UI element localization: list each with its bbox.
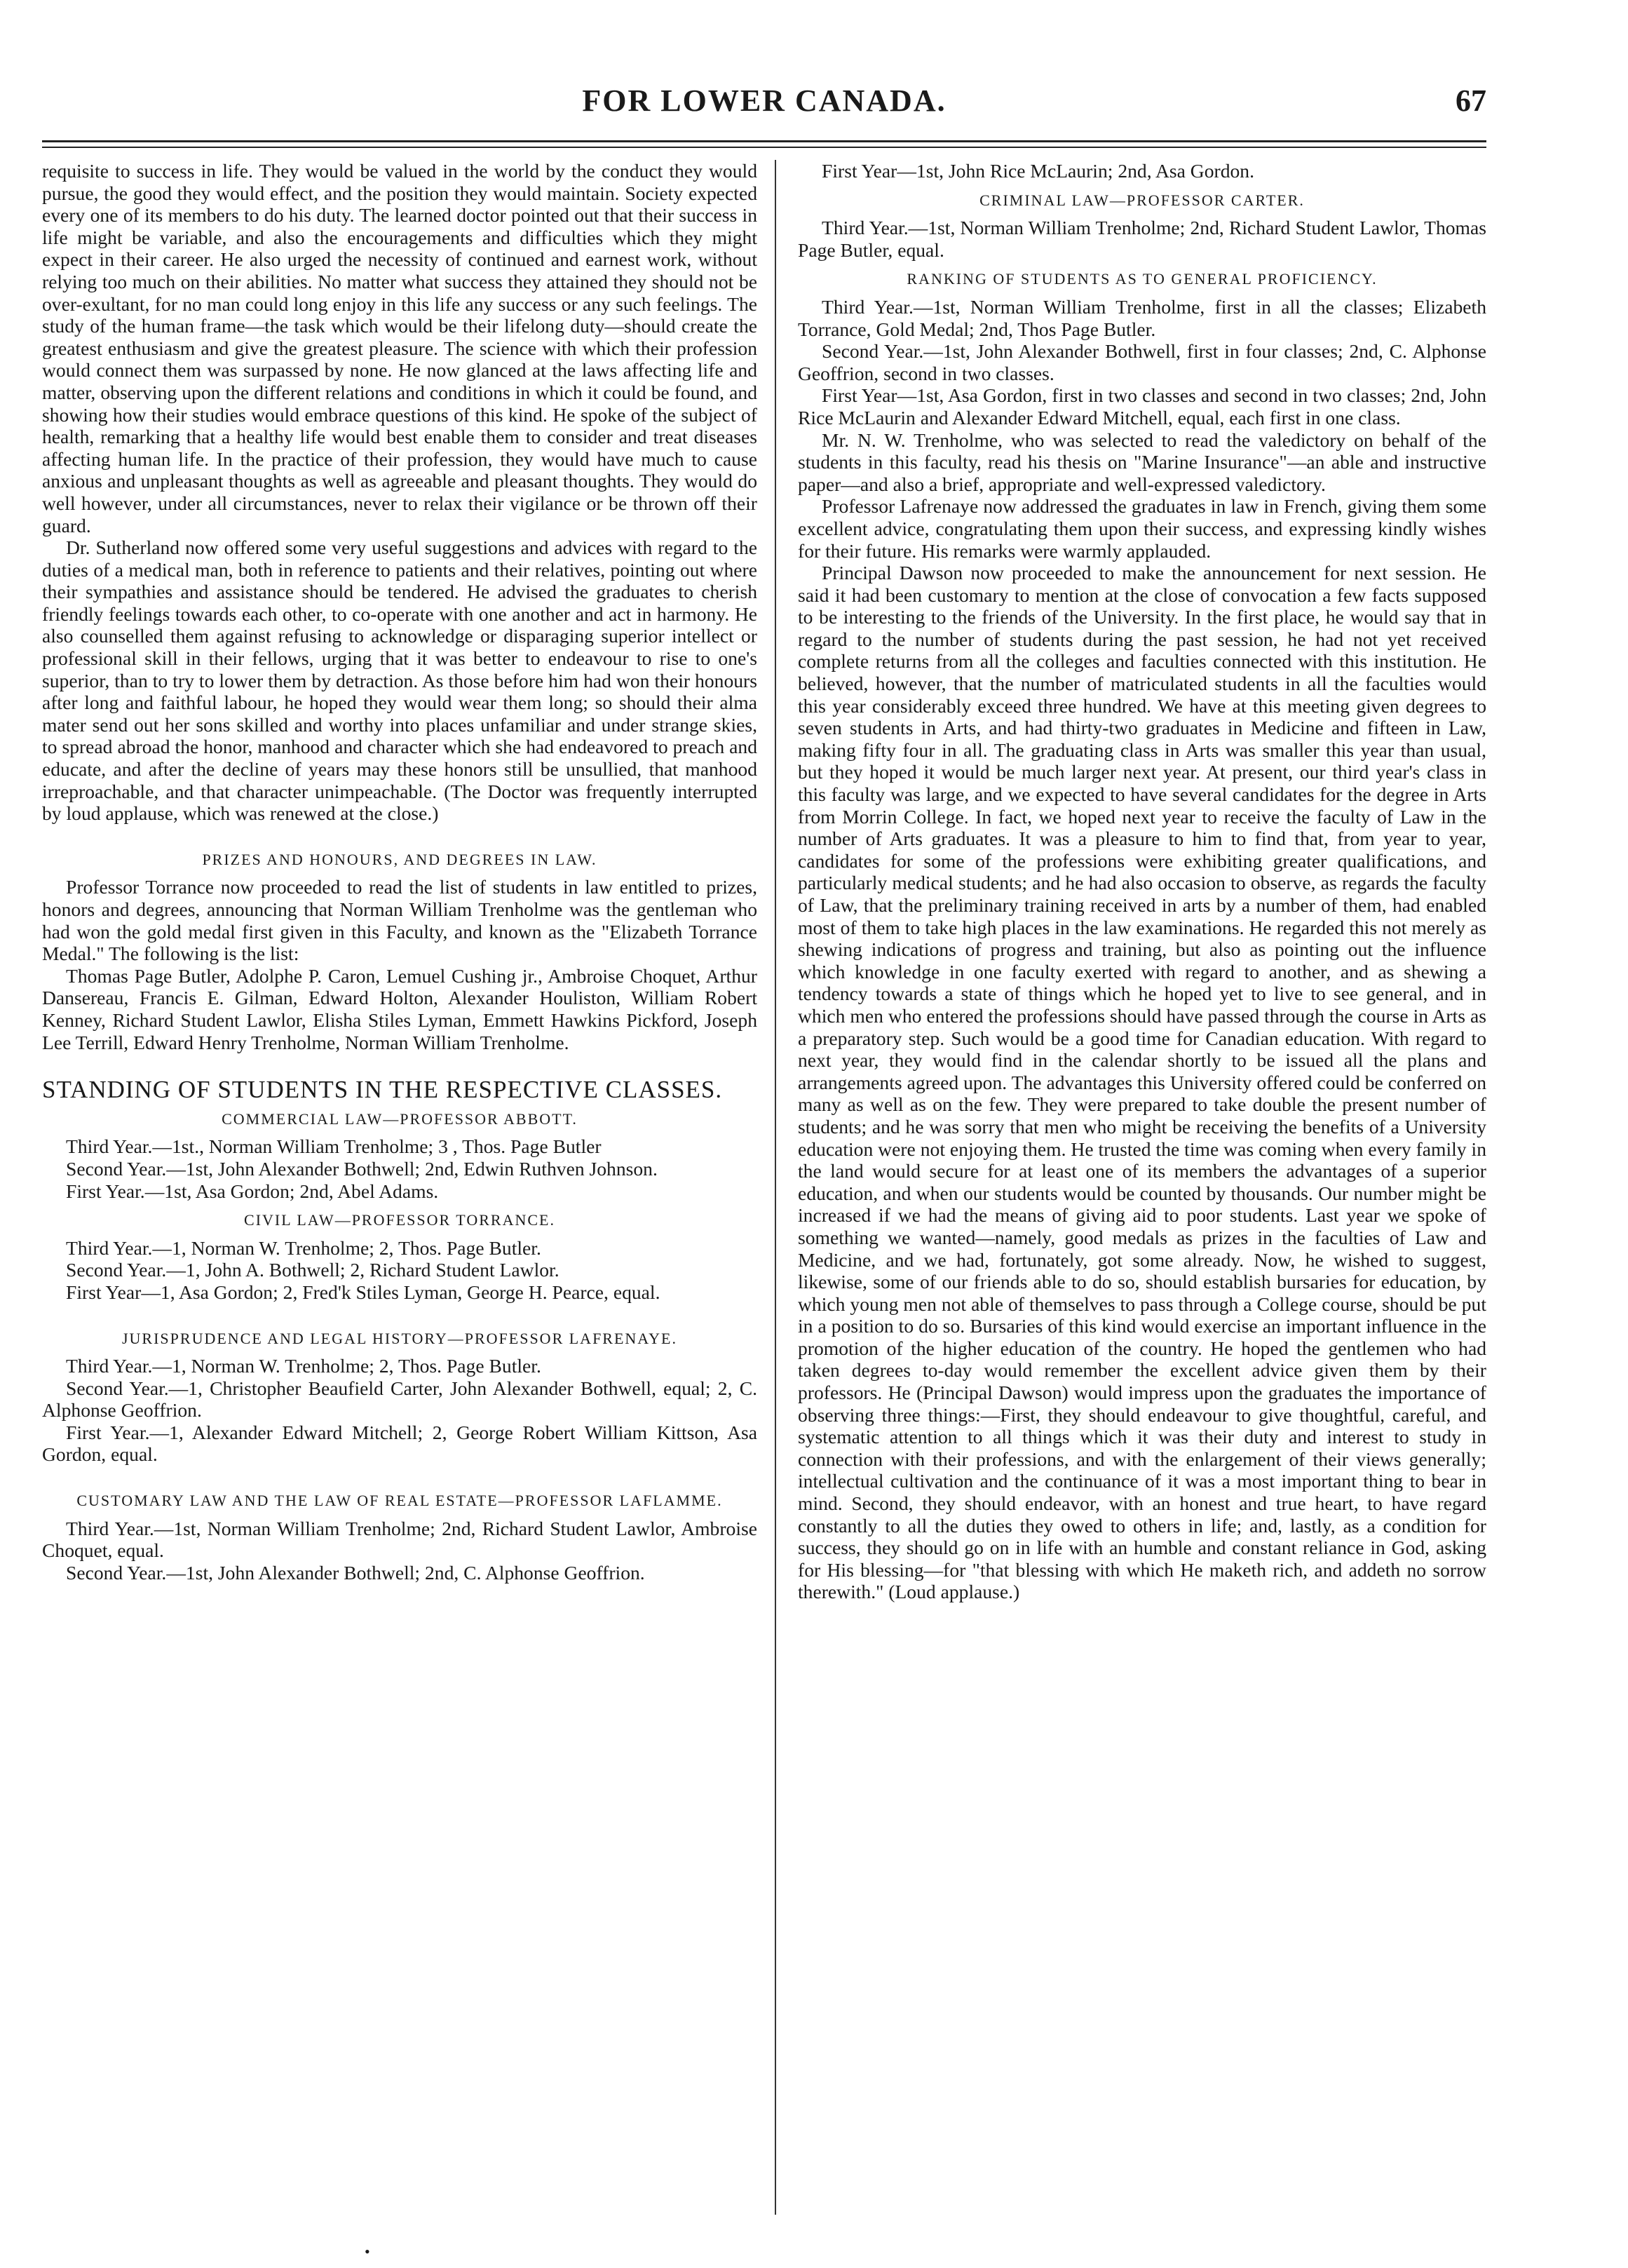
list-item: Second Year.—1st, John Alexander Bothwell; 2nd, Edwin Ruthven Johnson. xyxy=(66,1157,658,1180)
list-item: First Year.—1st, Asa Gordon; 2nd, Abel Adams. xyxy=(66,1180,439,1202)
list-item: First Year.—1, Alexander Edward Mitchell; 2, George Robert William Kittson, Asa Gordon, equal. xyxy=(42,1421,757,1466)
paragraph: Professor Torrance now proceeded to read the list of students in law entitled to prizes, honors and degrees, announcing that Norman William Trenholme was the gentleman who had won the gold medal first given in this Faculty, and known as the "Elizabeth Torrance Medal." The following is the list: xyxy=(42,876,757,965)
list-item: First Year—1, Asa Gordon; 2, Fred'k Stiles Lyman, George H. Pearce, equal. xyxy=(66,1281,660,1303)
subsection-heading: CRIMINAL LAW—PROFESSOR CARTER. xyxy=(979,191,1305,209)
paragraph: Professor Lafrenaye now addressed the graduates in law in French, giving them some excellent advice, congratulating them upon their success, and expressing kindly wishes for their future. His remarks were warmly applauded. xyxy=(798,495,1486,562)
subsection-heading: CIVIL LAW—PROFESSOR TORRANCE. xyxy=(244,1211,555,1229)
paragraph: Mr. N. W. Trenholme, who was selected to read the valedictory on behalf of the students in this faculty, read his thesis on "Marine Insurance"—an able and instructive paper—and also a brief, appropriate and well-expressed valedictory. xyxy=(798,428,1486,495)
list-item: Second Year.—1st, John Alexander Bothwell; 2nd, C. Alphonse Geoffrion. xyxy=(66,1561,645,1584)
list-item: Second Year.—1st, John Alexander Bothwell, first in four classes; 2nd, C. Alphonse Geoffrion, second in two classes. xyxy=(798,340,1486,384)
subsection-heading: JURISPRUDENCE AND LEGAL HISTORY—PROFESSOR LAFRENAYE. xyxy=(121,1329,677,1347)
running-title: FOR LOWER CANADA. xyxy=(582,83,947,118)
list-item: Third Year.—1, Norman W. Trenholme; 2, Thos. Page Butler. xyxy=(66,1355,541,1377)
paragraph: Dr. Sutherland now offered some very useful suggestions and advices with regard to the duties of a medical man, both in reference to patients and their relatives, pointing out where their sympathies and assistance should be tendered. He advised the graduates to cherish friendly feelings towards each other, to co-operate with one another and act in harmony. He also counselled them against refusing to acknowledge or disparaging superior intellect or professional skill in their fellows, urging that it was better to endeavour to rise to one's superior, than to try to lower them by detraction. As those before him had won their honours after long and faithful labour, he hoped they would wear them long; so should their alma mater send out her sons skilled and worthy into places unfamiliar and under strange skies, to spread abroad the honor, manhood and character which she had endeavored to preach and educate, and after the decline of years may these honors still be unsullied, that manhood irreproachable, and that character unimpeachable. (The Doctor was frequently interrupted by loud applause, which was renewed at the close.) xyxy=(42,536,757,825)
paragraph: Principal Dawson now proceeded to make the announcement for next session. He said it had been customary to mention at the close of convocation a few facts supposed to be interesting to the friends of the University. In the first place, he would say that in regard to the number of students during the past session, he had not yet received complete returns from all the colleges and faculties connected with this institution. He believed, however, that the number of matriculated students in all the faculties would this year considerably exceed three hundred. We have at this meeting given degrees to seven students in Arts, and had thirty-two graduates in Medicine and fifteen in Law, making fifty four in all. The graduating class in Arts was smaller this year than usual, but they hoped it would be much larger next year. At present, our third year's class in this faculty was large, and we expected to have several candidates for the degree in Arts from Morrin College. In fact, we hoped next year to receive the faculty of Law in the number of Arts graduates. It was a pleasure to him to find that, from year to year, candidates for some of the professions were exhibiting greater qualifications, and particularly medical students; and he had also occasion to observe, as regards the faculty of Law, that the preliminary training received in arts by a number of them, had enabled most of them to take high places in the law examinations. He regarded this not merely as shewing indications of progress and training, but also as pointing out the influence which knowledge in one faculty exerted with regard to another, and as shewing a tendency towards a state of things which he hoped yet to live to see general, and in which men who entered the professions should have passed through the course in Arts as a preparatory step. Such would be a good time for Canadian education. With regard to next year, they would find in the calendar shortly to be issued all the plans and arrangements agreed upon. The advantages this University offered could be conferred on many as well as on the few. They were prepared to take double the present number of students; and he was sorry that men who might be receiving the benefits of a University education were not enjoying them. He trusted the time was coming when every family in the land would secure for at least one of its members the advantages of a superior education, and when our students would be counted by thousands. Our number might be increased if we had the means of giving aid to poor students. Last year we spoke of something we wanted—namely, good medals as prizes in the faculties of Law and Medicine, and we had, fortunately, got some already. Now, he wished to suggest, likewise, some of our friends able to do so, should establish bursaries for education, by which young men not able of themselves to pass through a College course, should be put in a position to do so. Bursaries of this kind would exercise an important influence in the promotion of the higher education of the country. He hoped the gentlemen who had taken degrees to-day would remember the excellent advice given them by their professors. He (Principal Dawson) would impress upon the graduates the importance of observing three things:—First, they should endeavour to give thoughtful, careful, and systematic attention to all things which it was their duty and interest to study in connection with their professions, and with the enlargement of their views generally; intellectual cultivation and the continuance of it was a most important thing to bear in mind. Second, they should endeavor, with an honest and true heart, to have regard constantly to all the duties they owed to others in life; and, lastly, as a condition for success, they should go on in life with an humble and constant reliance in God, asking for His blessing—for "that blessing with which He maketh rich, and addeth no sorrow therewith." (Loud applause.) xyxy=(798,562,1486,1603)
section-heading: PRIZES AND HONOURS, AND DEGREES IN LAW. xyxy=(202,850,597,868)
paragraph: Thomas Page Butler, Adolphe P. Caron, Lemuel Cushing jr., Ambroise Choquet, Arthur Dansereau, Francis E. Gilman, Edward Holton, Alexander Houliston, William Robert Kenney, Richard Student Lawlor, Elisha Stiles Lyman, Emmett Hawkins Pickford, Joseph Lee Terrill, Edward Henry Trenholme, Norman William Trenholme. xyxy=(42,964,757,1053)
list-item: First Year—1st, John Rice McLaurin; 2nd, Asa Gordon. xyxy=(822,160,1254,182)
paragraph: requisite to success in life. They would be valued in the world by the conduct they would pursue, the good they would effect, and the position they would maintain. Society expected every one of its members to do his duty. The learned doctor pointed out that their success in life might be variable, and also the encouragements and difficulties which they might expect in their career. He also urged the necessity of continued and earnest work, without relying too much on their abilities. No matter what success they attained they should not be over-exultant, for no man could long enjoy in this life any success or any such feelings. The study of the human frame—the task which would be their lifelong duty—should create the greatest enthusiasm and give the greatest pleasure. The science with which their profession would connect them was surpassed by none. He now glanced at the laws affecting life and matter, observing upon the different relations and conditions in which it could be found, and showing how their studies would embrace questions of this kind. He spoke of the subject of health, remarking that a healthy life would best enable them to consider and treat diseases affecting human life. In the practice of their profession, they would have much to cause anxious and unpleasant thoughts as well as agreeable and pleasant thoughts. They would do well however, under all circumstances, never to relax their vigilance or be thrown off their guard. xyxy=(42,160,757,536)
list-item: Second Year.—1, John A. Bothwell; 2, Richard Student Lawlor. xyxy=(66,1259,559,1281)
header-rule xyxy=(42,140,1486,142)
subsection-heading: CUSTOMARY LAW AND THE LAW OF REAL ESTATE—PROFESSOR LAFLAMME. xyxy=(76,1492,723,1510)
list-item: Third Year.—1st, Norman William Trenholme; 2nd, Richard Student Lawlor, Thomas Page Butler, equal. xyxy=(798,217,1486,261)
section-heading: RANKING OF STUDENTS AS TO GENERAL PROFICIENCY. xyxy=(907,270,1378,288)
printer-mark: • xyxy=(365,2243,370,2260)
column-divider xyxy=(775,160,776,2215)
left-column xyxy=(42,160,757,1584)
running-header xyxy=(42,83,1486,125)
header-rule-thin xyxy=(42,147,1486,148)
list-item: First Year—1st, Asa Gordon, first in two classes and second in two classes; 2nd, John Rice McLaurin and Alexander Edward Mitchell, equal, each first in one class. xyxy=(798,384,1486,428)
list-item: Second Year.—1, Christopher Beaufield Carter, John Alexander Bothwell, equal; 2, C. Alphonse Geoffrion. xyxy=(42,1377,757,1422)
list-item: Third Year.—1st, Norman William Trenholme; 2nd, Richard Student Lawlor, Ambroise Choquet, equal. xyxy=(42,1517,757,1562)
list-item: Third Year.—1st, Norman William Trenholme, first in all the classes; Elizabeth Torrance, Gold Medal; 2nd, Thos Page Butler. xyxy=(798,295,1486,340)
subsection-heading: COMMERCIAL LAW—PROFESSOR ABBOTT. xyxy=(222,1109,578,1128)
page-number: 67 xyxy=(1456,83,1486,118)
list-item: Third Year.—1st., Norman William Trenholme; 3 , Thos. Page Butler xyxy=(66,1135,602,1158)
section-heading: STANDING OF STUDENTS IN THE RESPECTIVE CLASSES. xyxy=(42,1076,723,1104)
list-item: Third Year.—1, Norman W. Trenholme; 2, Thos. Page Butler. xyxy=(66,1236,541,1259)
right-column xyxy=(798,160,1486,1603)
